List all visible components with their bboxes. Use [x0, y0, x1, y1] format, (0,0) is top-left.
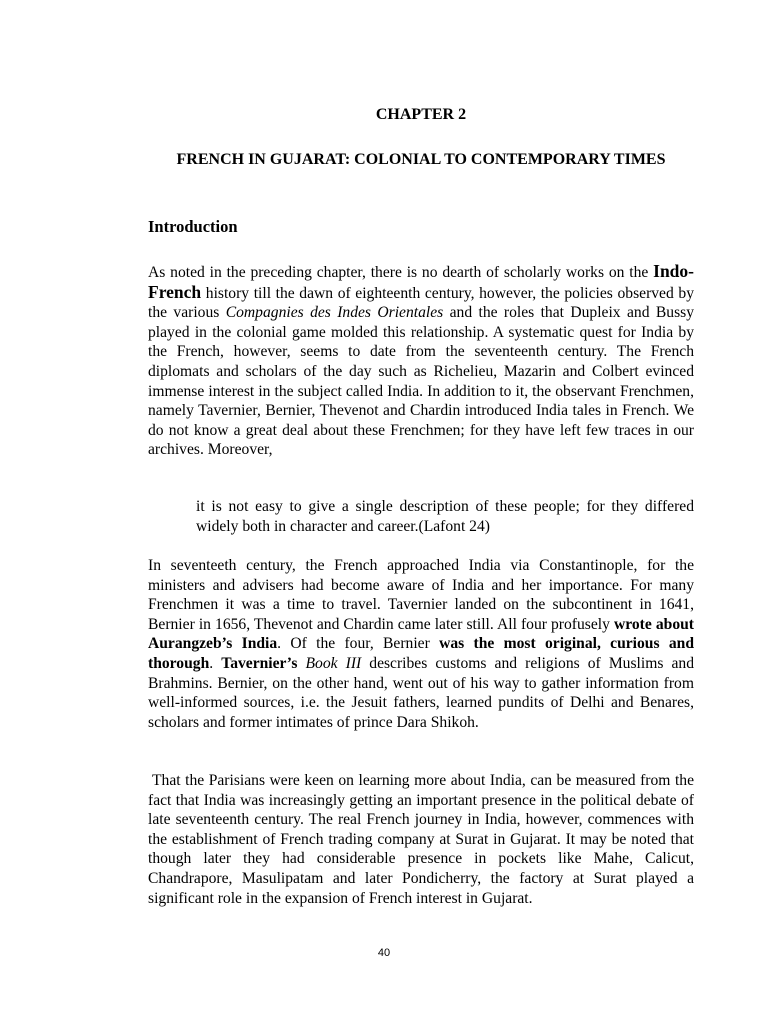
- page-number: 40: [377, 947, 391, 959]
- chapter-label: CHAPTER 2: [375, 106, 467, 123]
- bold-phrase: wrote about Aurangzeb’s India: [148, 615, 694, 653]
- section-title: Introduction: [148, 217, 238, 236]
- italic-term: Compagnies des Indes Orientales: [225, 304, 444, 322]
- text-run: [297, 655, 305, 672]
- text-run: . Of the four, Bernier: [277, 635, 440, 653]
- text-run: describes customs and religions of Muslims and Brahmins. Bernier, on the other hand, went out of his way to gather information from well-informed sources, i.e. the Jesuit fathers, learned pundits of Delhi and Benares, scholars and former intimates of prince Dara Shikoh.: [148, 654, 694, 731]
- text-run: In seventeeth century, the French approached India via Constantinople, for the ministers and advisers had become aware of India and her importance. For many Frenchmen it was a time to travel. Tavernier landed on the subcontinent in 1641, Bernier in 1656, Thevenot and Chardin came later still. All four profusely: [148, 557, 694, 633]
- bold-phrase: Tavernier’s: [221, 654, 298, 672]
- bold-term: Indo-French: [148, 261, 694, 302]
- text-run: .: [209, 654, 222, 672]
- text-run: As noted in the preceding chapter, there is no dearth of scholarly works on the: [148, 264, 654, 281]
- paragraph-travellers: [148, 556, 694, 732]
- text-run: and the roles that Dupleix and Bussy played in the colonial game molded this relationship. A systematic quest for India by the French, however, seems to date from the seventeenth century. The French diplomats and scholars of the day such as Richelieu, Mazarin and Colbert evinced immense interest in the subject called India. In addition to it, the observant Frenchmen, namely Tavernier, Bernier, Thevenot and Chardin introduced India tales in French. We do not know a great deal about these Frenchmen; for they have left few traces in our archives. Moreover,: [148, 304, 694, 459]
- text-run: history till the dawn of eighteenth century, however, the policies observed by the various: [148, 284, 694, 322]
- italic-title: Book III: [305, 654, 362, 672]
- paragraph-surat: That the Parisians were keen on learning more about India, can be measured from the fact that India was increasingly getting an important presence in the political debate of late seventeenth century. The real French journey in India, however, commences with the establishment of French trading company at Surat in Gujarat. It may be noted that though later they had considerable presence in pockets like Mahe, Calicut, Chandrapore, Masulipatam and later Pondicherry, the factory at Surat played a significant role in the expansion of French interest in Gujarat.: [148, 772, 694, 907]
- block-quote: it is not easy to give a single description of these people; for they differed widely both in character and career.(Lafont 24): [196, 498, 694, 535]
- paragraph-intro: [148, 262, 694, 460]
- bold-phrase: was the most original, curious and thorough: [148, 635, 694, 672]
- chapter-title: FRENCH IN GUJARAT: COLONIAL TO CONTEMPORARY TIMES: [176, 151, 666, 168]
